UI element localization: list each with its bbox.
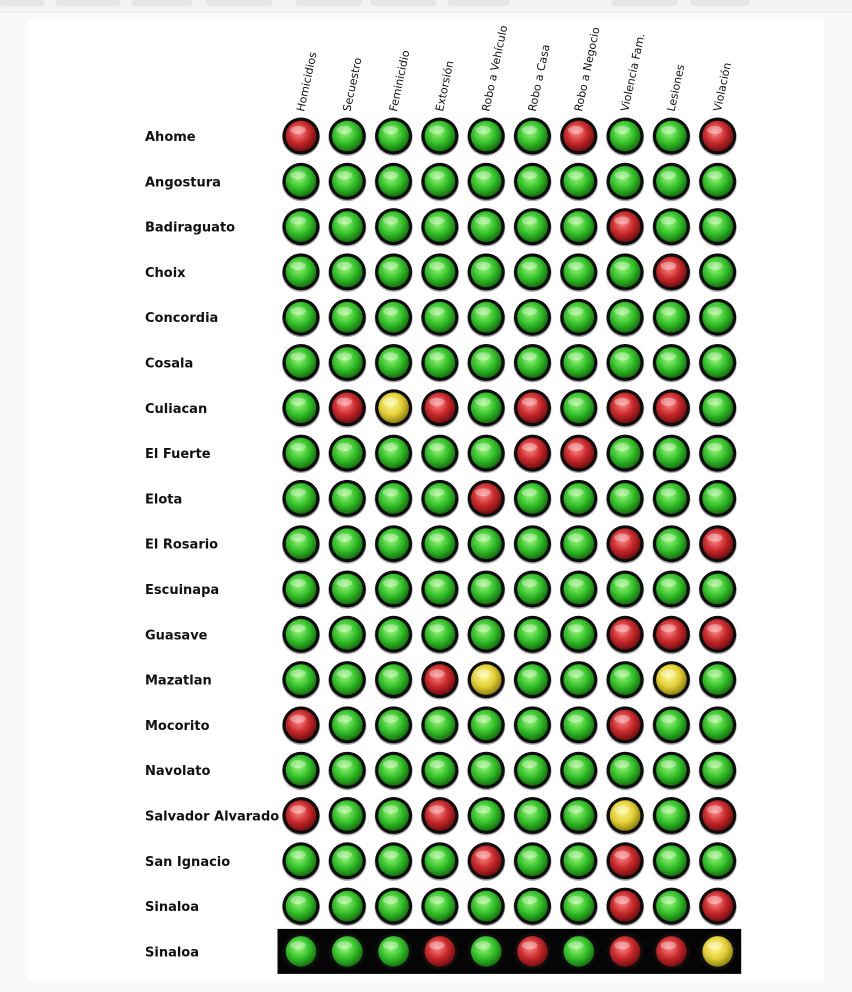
column-label: Robo a Casa [525, 43, 553, 113]
status-light [282, 253, 320, 292]
status-light [421, 933, 459, 972]
status-light [560, 389, 598, 428]
status-light [421, 163, 459, 202]
status-light [282, 389, 320, 428]
chart-row [145, 929, 741, 974]
status-light [560, 888, 598, 927]
status-light [652, 480, 690, 519]
status-light [514, 118, 552, 157]
status-light [328, 752, 366, 791]
row-label: Guasave [145, 628, 208, 644]
status-light [652, 208, 690, 247]
status-light [652, 253, 690, 292]
chart-row [145, 299, 737, 338]
status-light [699, 208, 737, 247]
status-light [514, 797, 552, 836]
status-light [467, 208, 505, 247]
status-light [375, 480, 413, 519]
status-light [560, 797, 598, 836]
chart-row [145, 435, 737, 474]
chart-row [145, 163, 737, 202]
status-light [652, 752, 690, 791]
status-light [699, 571, 737, 610]
status-light [560, 661, 598, 700]
status-light [699, 344, 737, 383]
status-light [514, 842, 552, 881]
row-label: Culiacan [145, 401, 208, 417]
status-light [560, 435, 598, 474]
status-light [282, 616, 320, 655]
status-light [606, 435, 644, 474]
status-light [606, 797, 644, 836]
status-light [514, 480, 552, 519]
status-light [421, 661, 459, 700]
status-light [282, 933, 320, 972]
row-label: Mazatlan [145, 673, 212, 689]
chart-row [145, 525, 737, 564]
status-light [328, 842, 366, 881]
status-light [514, 163, 552, 202]
status-light [560, 118, 598, 157]
status-light [375, 389, 413, 428]
status-light [375, 525, 413, 564]
status-light [282, 208, 320, 247]
status-light [699, 706, 737, 745]
row-label: Choix [145, 265, 186, 281]
status-light [282, 797, 320, 836]
status-light [652, 299, 690, 338]
status-light [652, 344, 690, 383]
status-light [375, 616, 413, 655]
status-light [514, 344, 552, 383]
status-light [560, 480, 598, 519]
status-light [421, 525, 459, 564]
status-light [699, 253, 737, 292]
row-label: El Rosario [145, 537, 219, 553]
status-light [375, 661, 413, 700]
column-label: Lesiones [664, 63, 688, 113]
status-light [282, 344, 320, 383]
row-label: Sinaloa [145, 945, 200, 961]
status-light [699, 118, 737, 157]
row-label: Mocorito [145, 718, 210, 734]
status-light [514, 888, 552, 927]
chart-row [145, 842, 737, 881]
status-light [606, 571, 644, 610]
status-light [699, 389, 737, 428]
status-light [375, 571, 413, 610]
status-light [421, 435, 459, 474]
status-light [328, 525, 366, 564]
status-light [375, 253, 413, 292]
status-light [467, 344, 505, 383]
status-light [699, 525, 737, 564]
status-light [606, 480, 644, 519]
row-label: Ahome [145, 130, 196, 145]
row-label: Badiraguato [145, 220, 236, 236]
status-light [375, 208, 413, 247]
chart-rows [145, 118, 741, 974]
chart-row [145, 253, 737, 292]
status-light [421, 571, 459, 610]
status-light [699, 842, 737, 881]
status-light [560, 344, 598, 383]
row-label: Concordia [145, 311, 219, 327]
status-light [606, 842, 644, 881]
status-light [514, 933, 552, 972]
status-light [699, 616, 737, 655]
chart-row [145, 571, 737, 610]
status-light [560, 933, 598, 972]
chart-row [145, 661, 737, 700]
status-light [467, 299, 505, 338]
status-light [421, 888, 459, 927]
status-light [699, 797, 737, 836]
status-light [375, 842, 413, 881]
status-light [467, 752, 505, 791]
status-light [328, 389, 366, 428]
status-light [699, 888, 737, 927]
chart-row [145, 797, 737, 836]
row-label: San Ignacio [145, 854, 231, 870]
status-light [699, 752, 737, 791]
status-light [560, 163, 598, 202]
status-light [652, 616, 690, 655]
status-light [606, 752, 644, 791]
status-light [560, 525, 598, 564]
status-light [421, 344, 459, 383]
status-light [328, 797, 366, 836]
status-light [699, 480, 737, 519]
column-label: Violencia Fam. [618, 32, 648, 113]
status-light [421, 253, 459, 292]
status-light [282, 163, 320, 202]
status-light [652, 571, 690, 610]
status-light [467, 480, 505, 519]
status-light [467, 118, 505, 157]
status-light [421, 842, 459, 881]
status-light [375, 933, 413, 972]
status-light [328, 933, 366, 972]
status-light [514, 616, 552, 655]
status-light [652, 525, 690, 564]
status-light [282, 299, 320, 338]
status-light [467, 571, 505, 610]
chart-row [145, 118, 737, 157]
status-light [652, 435, 690, 474]
status-light [467, 435, 505, 474]
status-light [328, 163, 366, 202]
status-light [606, 389, 644, 428]
status-light [328, 616, 366, 655]
status-light [375, 344, 413, 383]
chart-row [145, 389, 737, 428]
chart-row [145, 706, 737, 745]
status-light [328, 299, 366, 338]
status-light [328, 571, 366, 610]
status-light [467, 797, 505, 836]
status-light [560, 208, 598, 247]
status-light [467, 253, 505, 292]
status-light [514, 525, 552, 564]
status-light [560, 616, 598, 655]
chart-row [145, 344, 737, 383]
status-light [699, 435, 737, 474]
row-label: Escuinapa [145, 583, 220, 598]
status-light [282, 842, 320, 881]
status-light [514, 752, 552, 791]
status-light [652, 933, 690, 972]
status-light [699, 933, 737, 972]
column-label: Robo a Vehículo [479, 24, 511, 113]
status-light [282, 752, 320, 791]
chart-row [145, 888, 737, 927]
status-light [514, 208, 552, 247]
status-light [514, 389, 552, 428]
status-light [606, 208, 644, 247]
status-light [467, 163, 505, 202]
status-light [606, 888, 644, 927]
status-light [421, 118, 459, 157]
status-light [514, 253, 552, 292]
status-light [328, 480, 366, 519]
status-light [421, 389, 459, 428]
status-light [514, 435, 552, 474]
status-light [282, 435, 320, 474]
status-light [467, 661, 505, 700]
status-light [328, 888, 366, 927]
status-light [421, 797, 459, 836]
chart-row [145, 480, 737, 519]
status-light [282, 480, 320, 519]
status-light [560, 706, 598, 745]
status-light [328, 118, 366, 157]
status-light [328, 208, 366, 247]
status-light [606, 525, 644, 564]
status-light [421, 752, 459, 791]
chart-row [145, 616, 737, 655]
status-light [699, 163, 737, 202]
row-label: Cosala [145, 356, 194, 372]
status-light [375, 299, 413, 338]
status-light [467, 525, 505, 564]
status-light [606, 706, 644, 745]
status-light [467, 706, 505, 745]
status-light [421, 480, 459, 519]
status-light [467, 389, 505, 428]
status-light [560, 752, 598, 791]
status-light [328, 344, 366, 383]
status-light [652, 661, 690, 700]
status-light [652, 389, 690, 428]
status-light [467, 842, 505, 881]
status-light [282, 571, 320, 610]
row-label: Elota [145, 492, 183, 508]
column-label: Secuestro [340, 56, 365, 113]
status-light [652, 797, 690, 836]
status-light [606, 299, 644, 338]
status-light [560, 571, 598, 610]
status-light [652, 118, 690, 157]
status-light [514, 661, 552, 700]
status-light [514, 299, 552, 338]
status-light [421, 706, 459, 745]
column-label: Feminicidio [386, 49, 413, 113]
status-light [375, 888, 413, 927]
status-light [375, 118, 413, 157]
status-light [282, 888, 320, 927]
status-light [328, 661, 366, 700]
column-label: Extorsión [433, 59, 457, 113]
chart-row [145, 752, 737, 791]
status-light [652, 842, 690, 881]
status-light [606, 163, 644, 202]
status-light [606, 616, 644, 655]
status-light [421, 208, 459, 247]
status-light [560, 299, 598, 338]
status-light [282, 661, 320, 700]
row-label: Navolato [145, 764, 211, 780]
status-light [328, 706, 366, 745]
status-light [375, 797, 413, 836]
column-label: Homicidios [294, 50, 320, 113]
status-light [467, 616, 505, 655]
status-light [282, 118, 320, 157]
status-light [606, 253, 644, 292]
status-light [652, 706, 690, 745]
status-light [421, 616, 459, 655]
status-light [467, 888, 505, 927]
status-light [375, 163, 413, 202]
status-light [514, 706, 552, 745]
status-light [699, 299, 737, 338]
status-light [375, 435, 413, 474]
status-light [560, 842, 598, 881]
row-label: Angostura [145, 175, 221, 191]
status-light [375, 706, 413, 745]
row-label: Salvador Alvarado [145, 809, 280, 825]
column-labels [294, 24, 734, 113]
status-light [467, 933, 505, 972]
status-light [421, 299, 459, 338]
status-light [699, 661, 737, 700]
row-label: Sinaloa [145, 900, 200, 916]
row-label: El Fuerte [145, 447, 211, 463]
status-light [560, 253, 598, 292]
column-label: Robo a Negocio [572, 25, 603, 113]
status-light [606, 118, 644, 157]
status-light [652, 888, 690, 927]
status-light [282, 706, 320, 745]
status-light [606, 344, 644, 383]
status-light [652, 163, 690, 202]
status-light [375, 752, 413, 791]
status-light [606, 933, 644, 972]
status-light [328, 435, 366, 474]
status-light [514, 571, 552, 610]
status-light [328, 253, 366, 292]
status-light [282, 525, 320, 564]
column-label: Violación [710, 61, 734, 113]
chart-row [145, 208, 737, 247]
status-light [606, 661, 644, 700]
